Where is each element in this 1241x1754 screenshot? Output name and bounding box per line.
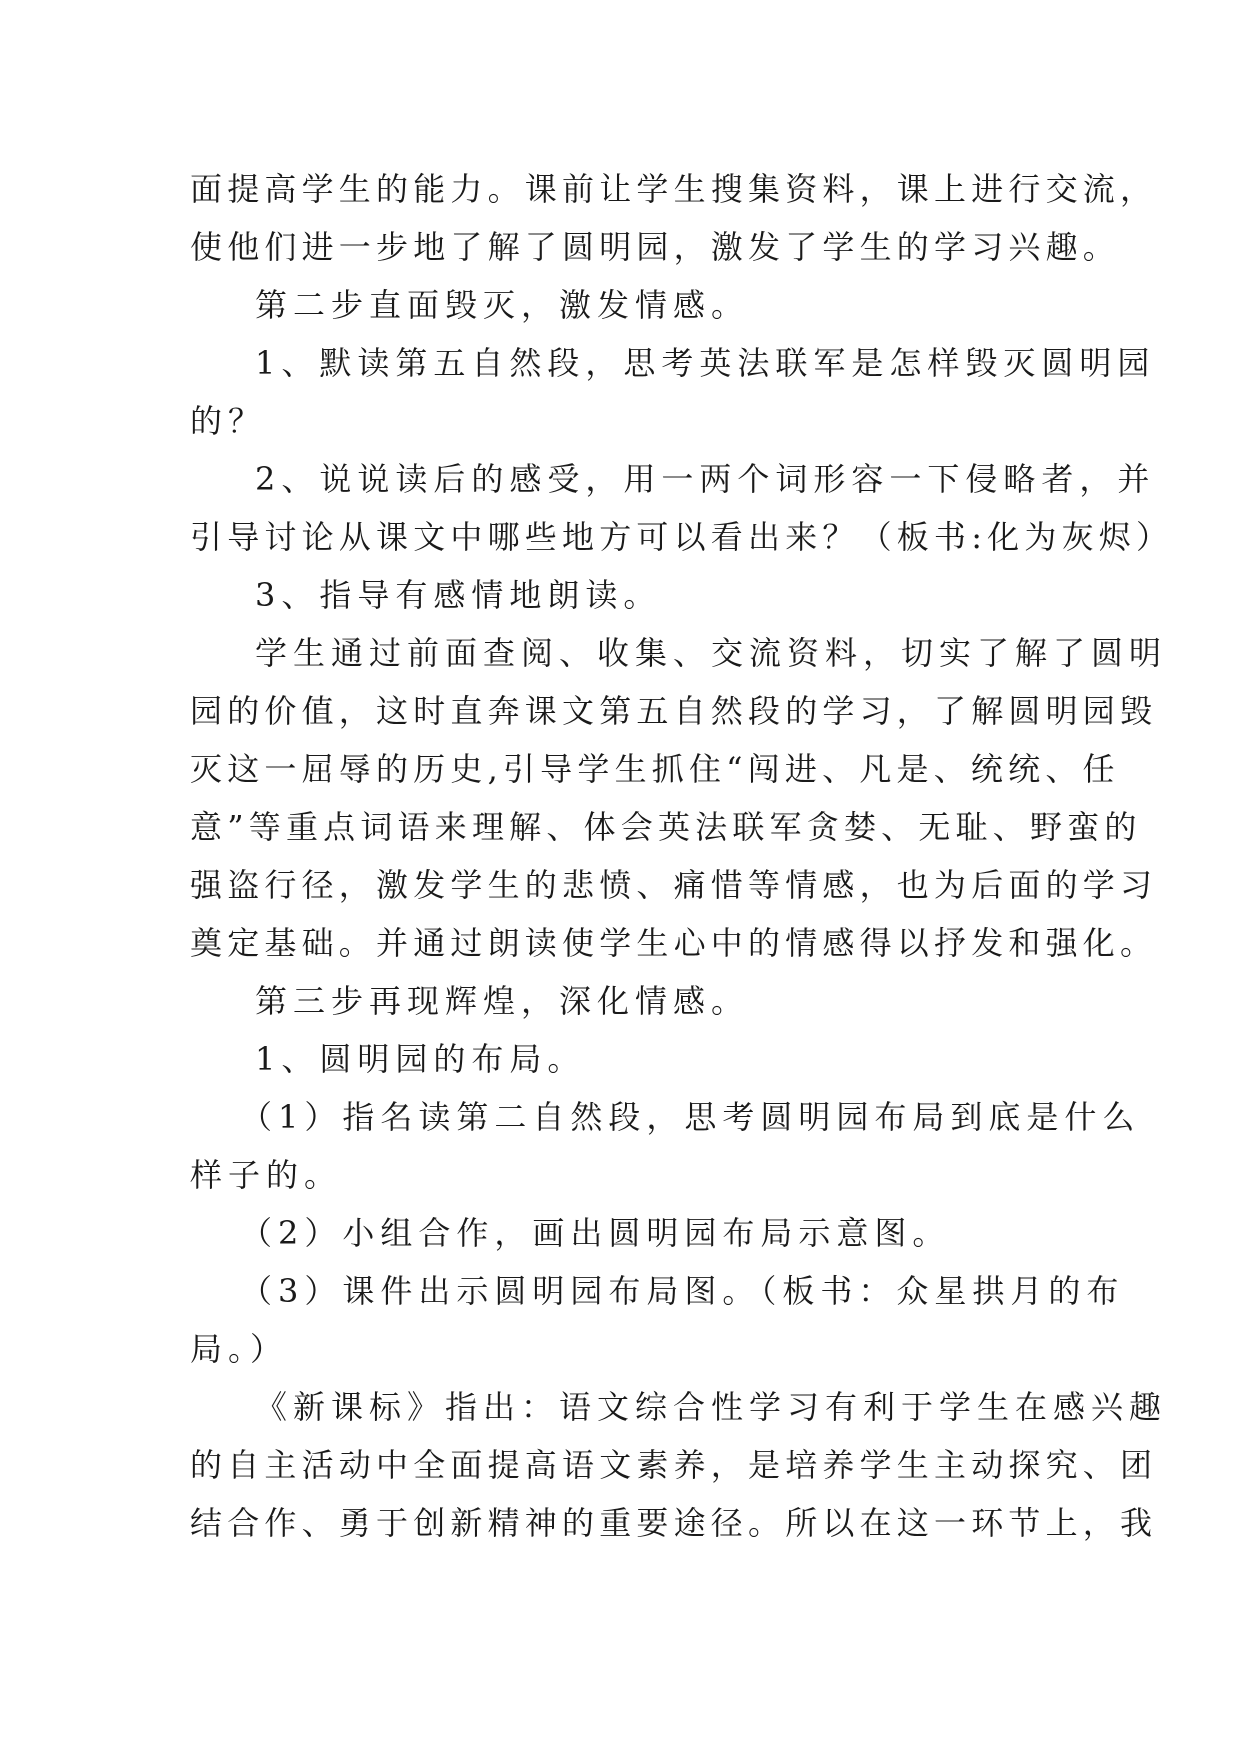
text-line: 灭这一屈辱的历史,引导学生抓住“闯进、凡是、统统、任	[190, 750, 1120, 788]
text-line: 园的价值，这时直奔课文第五自然段的学习，了解圆明园毁	[190, 692, 1158, 730]
text-line: （2）小组合作，画出圆明园布局示意图。	[240, 1214, 951, 1252]
text-line: 奠定基础。并通过朗读使学生心中的情感得以抒发和强化。	[190, 924, 1158, 962]
document-body	[190, 160, 1174, 1552]
text-line: （3）课件出示圆明园布局图。（板书：众星拱月的布	[240, 1272, 1125, 1310]
text-line: 样子的。	[190, 1156, 343, 1194]
section-heading: 第二步直面毁灭，激发情感。	[255, 286, 750, 324]
text-line: 意”等重点词语来理解、体会英法联军贪婪、无耻、野蛮的	[190, 808, 1142, 846]
text-line: 使他们进一步地了解了圆明园，激发了学生的学习兴趣。	[190, 228, 1121, 266]
section-heading: 第三步再现辉煌，深化情感。	[255, 982, 750, 1020]
text-line: 2、说说读后的感受，用一两个词形容一下侵略者，并	[255, 460, 1156, 498]
text-line: （1）指名读第二自然段，思考圆明园布局到底是什么	[240, 1098, 1141, 1136]
text-line: 《新课标》指出：语文综合性学习有利于学生在感兴趣	[255, 1388, 1168, 1426]
text-line: 3、指导有感情地朗读。	[255, 576, 662, 614]
text-line: 结合作、勇于创新精神的重要途径。所以在这一环节上，我	[190, 1504, 1158, 1542]
text-line: 面提高学生的能力。课前让学生搜集资料，课上进行交流，	[190, 170, 1158, 208]
text-line: 1、圆明园的布局。	[255, 1040, 586, 1078]
text-line: 强盗行径，激发学生的悲愤、痛惜等情感，也为后面的学习	[190, 866, 1158, 904]
text-line: 的自主活动中全面提高语文素养，是培养学生主动探究、团	[190, 1446, 1158, 1484]
text-line: 局。）	[190, 1330, 289, 1368]
text-line: 1、默读第五自然段，思考英法联军是怎样毁灭圆明园	[255, 344, 1156, 382]
text-line: 的？	[190, 402, 267, 440]
text-line: 学生通过前面查阅、收集、交流资料，切实了解了圆明	[255, 634, 1168, 672]
text-line: 引导讨论从课文中哪些地方可以看出来？（板书:化为灰烬）	[190, 518, 1174, 556]
